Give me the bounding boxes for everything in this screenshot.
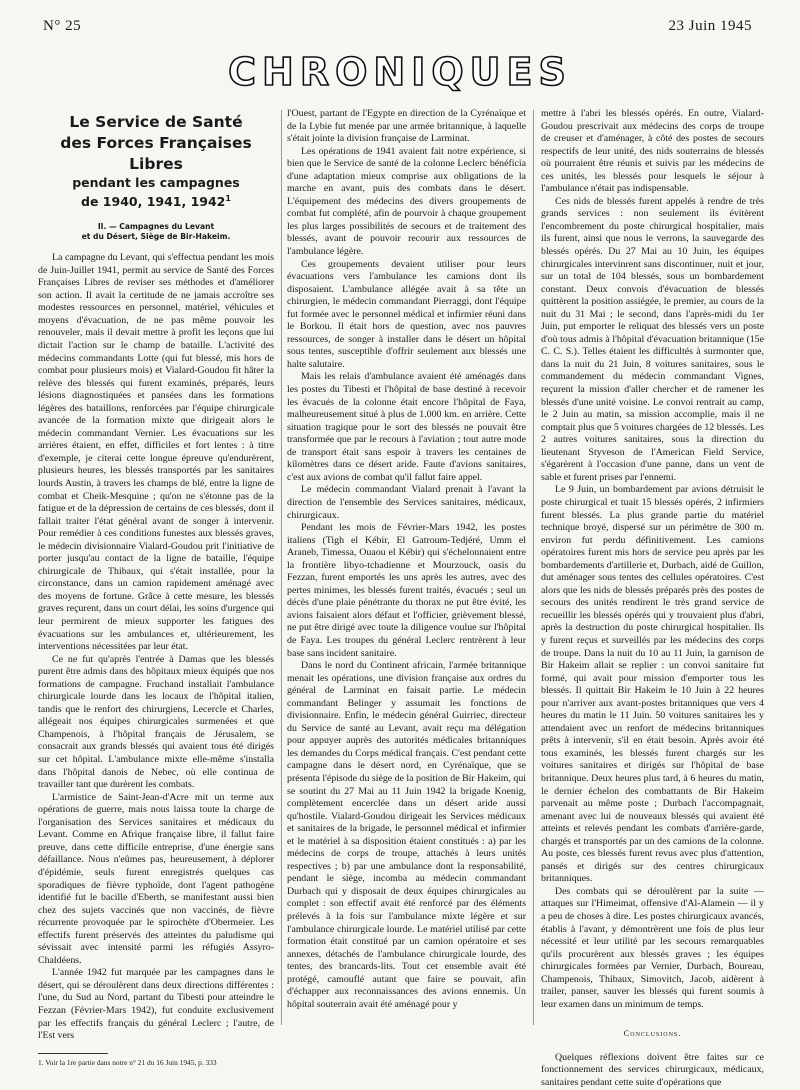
article-column-1 (38, 112, 274, 1067)
article-subtitle (38, 222, 274, 242)
footnote-marker: 1 (225, 194, 231, 203)
paragraph: Quelques réflexions doivent être faites sur ce fonctionnement des services chirurgicaux, médicaux, sanitaires pendant cette suite d'opérations que (541, 1051, 764, 1089)
article-title-line-1: Le Service de Santé (69, 113, 243, 131)
paragraph: Le 9 Juin, un bombardement par avions détruisit le poste chirurgical et tuait 15 blessés opérés, 2 infirmiers furent blessés. La plus grande partie du matériel technique broyé, dispersé sur un périmètre de 300 m. environ fut perdu définitivement. Les camions opératoires furent mis hors de service peu après par les bombardements d'artillerie et, Durbach, aidé de Guillon, dut aménager sous tentes des cellules opératoires. C'est alors que les nids de blessés préparés près des postes de secours des unités rendirent le très grand service de recueillir les blessés opérés qui y trouvaient plus d'abri, après la destruction du poste chirurgical hospitalier. Ils y furent reçus et surveillés par les médecins des corps de troupe. Dans la nuit du 10 au 11 Juin, la garnison de Bir Hakeim allait se replier : un convoi sanitaire fut formé, qui avait pour mission d'emporter tous les blessés. Il quittait Bir Hakeim le 10 Juin à 22 heures pour n'arriver aux avant-postes britanniques que vers 4 heures du matin le 11 Juin. 50 voitures sanitaires les y attendaient avec un renfort de médecins britanniques prêts à intervenir, s'il en était besoin. Après avoir été tous examinés, les blessés furent chargés sur les voitures sanitaires et dirigés sur l'hôpital de base britannique. Deux heures plus tard, à 6 heures du matin, le dernier échelon des combattants de Bir Hakeim parvenait au même poste ; Durbach l'accompagnait, amenant avec lui de nouveaux blessés qui avaient été atteints et relevés pendant les combats d'arrière-garde, chargés et transportés par un des camions de la colonne. Au poste, ces blessés furent revus avec plus d'attention, pansés et dirigés sur des centres chirurgicaux britanniques. (541, 484, 764, 885)
paragraph: Mais les relais d'ambulance avaient été aménagés dans les postes du Tibesti et l'hôpital de base destiné à recevoir les évacués de la colonne était encore l'hôpital de Faya, malheureusement situé à plus de 1.000 km. en arrière. Cette situation tragique pour le sort des blessés ne pouvait être transformée que par le recours à l'aviation ; tout autre mode de transport était sans espoir à travers les centaines de kilomètres dans ce désert aride. Faute d'avions sanitaires, c'est aux avions de combat qu'il fallut faire appel. (287, 371, 526, 483)
footnote: 1. Voir la 1re partie dans notre n° 21 du 16 Juin 1945, p. 333 (38, 1057, 217, 1067)
column-divider (533, 110, 534, 1025)
paragraph: Le médecin commandant Vialard prenait à l'avant la direction de l'ensemble des Services sanitaires, médicaux, chirurgicaux. (287, 484, 526, 521)
subtitle-line-1: II. — Campagnes du Levant (97, 222, 215, 232)
masthead-title: CHRONIQUES (228, 50, 572, 94)
paragraph: La campagne du Levant, qui s'effectua pendant les mois de Juin-Juillet 1941, permit au service de Santé des Forces Françaises Libres de reviser ses méthodes et d'améliorer son action. Il avait la certitude de ne jamais accroître ses modestes ressources en personnel, matériel, véhicules et moyens d'évacuation, de ne pas même pouvoir les renouveler, mais il devait mettre à profit les leçons que lui dictait l'action sur le champ de bataille. L'activité des médecins commandants Lotte (qui fut blessé, mis hors de combat pour plusieurs mois) et Vialard-Goudou fit hâter la relève des blessés qui furent examinés, préparés, leurs lésions diagnostiquées et pansées dans les formations légères des bataillons, renforcées par l'équipe chirurgicale avancée de la formation mixte que dirigeait alors le médecin commandant Vernier. Les évacuations sur les arrières étaient, en effet, difficiles et fort lentes : à titre d'exemple, je citerai cette longue épreuve qu'endurèrent, plusieurs heures, les blessés transportés par les sanitaires lourds Austin, à travers les champs de blé, entre la ligne de combat et Cheik-Mesquine ; qu'on ne s'étonne pas de la fatigue et de la dépression de certains de ces blessés, dont il fallait traiter l'état général avant de songer à intervenir. Pour remédier à ces conditions funestes aux blessés graves, le médecin divisionnaire Vialard-Goudou prit l'initiative de porter jusqu'au contact de la ligne de bataille, l'équipe chirurgicale de Thibaux, qui s'était installée, pour la circonstance, dans un camion rapidement aménagé avec des moyens de fortune. Grâce à cette mesure, les blessés graves reçurent, dans un court délai, les soins d'urgence qui leur permirent de mieux supporter les fatigues des évacuations sur les ambulances et, ultérieurement, les interventions nécessitées par leur état. (38, 252, 274, 653)
article-column-3 (541, 108, 764, 1089)
subtitle-line-2: et du Désert, Siège de Bir-Hakeim. (81, 232, 231, 242)
paragraph: Les opérations de 1941 avaient fait notre expérience, si bien que le Service de santé de la colonne Leclerc bénéficia d'une adaptation mieux comprise aux obligations de la marche en avant, puis des combats dans le désert. L'équipement des médecins des divers groupements de combat fut complété, afin de pourvoir à chaque groupement les plus larges possibilités de secours et de traitement des blessés, avant de pouvoir recourir aux ressources de l'ambulance légère. (287, 145, 526, 258)
paragraph: L'année 1942 fut marquée par les campagnes dans le désert, qui se déroulèrent dans deux directions différentes : l'une, du Sud au Nord, partant du Tibesti pour atteindre le Fezzan (Février-Mars 1942), fut conduite exclusivement par les effectifs français du général Leclerc ; l'autre, de l'Est vers (38, 967, 274, 1042)
issue-date: 23 Juin 1945 (668, 18, 752, 34)
section-heading-conclusions: Conclusions. (623, 1028, 682, 1039)
article-title-line-2: des Forces Françaises Libres (60, 134, 252, 173)
article-title-line-4: de 1940, 1941, 1942$^1$ (81, 194, 231, 210)
paragraph: Ces nids de blessés furent appelés à rendre de très grands services : non seulement ils évitèrent l'encombrement du poste chirurgical hospitalier, mais ils furent, ainsi que nous le verrons, la sauvegarde des blessés opérés. Du 27 Mai au 10 Juin, les équipes chirurgicales intervinrent sans discontinuer, nuit et jour, sur un total de 104 blessés, sous un bombardement constant. Deux convois d'évacuation de blessés quittèrent la position assiégée, le premier, au cours de la nuit du 31 Mai ; le second, dans l'après-midi du 1er Juin, put emporter le reliquat des blessés vers un poste d'où tous admis à l'hôpital d'évacuation britannique (15e C. C. S.). Telles étaient les difficultés à surmonter que, dans la nuit du 21 Juin, 8 voitures sanitaires, sous le commandement du médecin commandant Vignes, reçurent la mission d'aller chercher et de ramener les blessés d'une unité voisine. Le convoi rentrait au camp, le 2 Juin au matin, sa mission accomplie, mais il ne comptait plus que 5 voitures chargées de 12 blessés. Les 2 autres voitures sanitaires, sous la direction du lieutenant Styveson de l'American Field Service, s'égarèrent à l'occasion d'une panne, dans un vent de sable et furent prises par l'ennemi. (541, 195, 764, 483)
paragraph: L'armistice de Saint-Jean-d'Acre mit un terme aux opérations de guerre, mais nous laissa toute la charge de l'organisation des Services sanitaires et médicaux du Levant. Comme en Afrique française libre, il fallut faire preuve, dans cette difficile entreprise, d'une énergie sans défaillance. Nous n'eûmes pas, heureusement, à déplorer d'épidémie, seuls furent enregistrés quelques cas sporadiques de fièvre typhoïde, dont l'agent pathogène identifié fut le bacille d'Eberth, se manifestant aussi bien chez des sujets vaccinés que non vaccinés, de fièvre récurrente provoquée par le spirochète d'Obermeier. Les effectifs furent préservés des atteintes du paludisme qui sévissait avec intensité parmi les réfugiés Assyro-Chaldéens. (38, 791, 274, 966)
paragraph: Des combats qui se déroulèrent par la suite — attaques sur l'Himeimat, offensive d'Al-Alamein — il y a peu de choses à dire. Les postes chirurgicaux avancés, établis à l'avant, y démontrèrent une fois de plus leur nécessité et leur utilité par les secours remarquables qu'ils procurèrent aux blessés graves ; les équipes chirurgicales formées par Vernier, Durbach, Boureau, Champenois, Thibaux, Simovitch, Jacob, aidèrent à trailer, panser, sauver les blessés qui furent soumis à leur examen dans un minimum de temps. (541, 885, 764, 1010)
issue-number: N° 25 (43, 18, 82, 34)
article-column-2 (287, 108, 526, 1048)
paragraph: Pendant les mois de Février-Mars 1942, les postes italiens (Tigh el Kébir, El Gatroum-Tedjéré, Umm el Araneb, Timessa, Ouaou el Kébir) qui s'échelonnaient entre la frontière libyo-tchadienne et Mourzouck, oasis du Fezzan, furent emportés les uns après les autres, avec des pertes minimes, les blessés furent traités, évacués ; seul un décès d'une plaie pénétrante du thorax ne put être évité, les avions faisaient alors défaut et l'officier, grièvement blessé, ne put être dirigé avec toute la diligence voulue sur l'hôpital de Faya. Les troupes du général Leclerc rentrèrent à leur base sans incident sanitaire. (287, 522, 526, 659)
paragraph: l'Ouest, partant de l'Egypte en direction de la Cyrénaïque et de la Lybie fut menée par une armée britannique, à laquelle s'était jointe la division française de Larminat. (287, 108, 526, 145)
paragraph: Ces groupements devaient utiliser pour leurs évacuations vers l'ambulance les camions dont ils disposaient. L'ambulance allégée avait à sa tête un chirurgien, le médecin commandant Pierraggi, dont l'équipe fut formée avec le personnel médical et infirmier réuni dans le Borkou. Il était hors de question, avec nos pauvres ressources, de songer à installer dans le désert un hôpital sous tentes, susceptible d'offrir seulement aux blessés une halte salutaire. (287, 258, 526, 370)
footnote-rule (38, 1053, 108, 1054)
article-title-line-3: pendant les campagnes (72, 175, 240, 190)
paragraph: Ce ne fut qu'après l'entrée à Damas que les blessés purent être admis dans des hôpitaux mieux équipés que nos formations de campagne. Fruchand installait l'ambulance chirurgicale lourde dans les locaux de l'hôpital italien, tandis que le renfort des chirurgiens, Lecercle et Charles, allégeait nos équipes chirurgicales surmenées et que Champenois, à l'hôpital français de Jérusalem, se consacrait aux grands blessés qui avaient tous été dirigés sur cet hôpital. L'ambulance mixte elle-même s'installa dans l'hôpital danois de Nebec, où elle continua de travailler tant que durèrent les combats. (38, 653, 274, 791)
column-divider (281, 110, 282, 1025)
paragraph: Dans le nord du Continent africain, l'armée britannique menait les opérations, une division française aux ordres du général de Larminat en faisait partie. Le médecin commandant Belinger y assumait les fonctions de divisionnaire. Enfin, le médecin général Guirriec, directeur du Service de santé au Levant, avait reçu ma délégation pour appuyer auprès des autorités médicales britanniques les demandes du Corps médical français. C'est pendant cette campagne dans le désert nord, en Cyrénaïque, que se présenta l'épisode du siège de la position de Bir Hakeim, qui se soutint du 27 Mai au 11 Juin 1942 la brigade Koenig, complètement encerclée dans un désert aride aussi qu'hostile. Vialard-Goudou dirigeait les Services médicaux et sanitaires de la brigade, le personnel médical et infirmier et le matériel à sa disposition étaient constitués : a) par les médecins de corps de troupe, attachés à leurs unités respectives ; b) par une ambulance dont la responsabilité, pendant le siège, incomba au médecin commandant Durbach qui y disposait de deux équipes chirurgicales au complet : son effectif avait été renforcé par des éléments prélevés à la fois sur l'ambulance mixte légère et sur l'ambulance chirurgicale lourde. Le matériel utilisé par cette formation était constitué par un camion opératoire et ses annexes, détachés de l'ambulance chirurgicale lourde, des tentes, des brancards-lits. Tout cet ensemble avait été protégé, camouflé autant que faire se pouvait, afin d'échapper aux reconnaissances des avions ennemis. Un hôpital souterrain avait été aménagé pour y (287, 660, 526, 1010)
paragraph: mettre à l'abri les blessés opérés. En outre, Vialard-Goudou prescrivait aux médecins des corps de troupe de creuser et d'aménager, à côté des postes de secours respectifs de leur unité, des nids souterrains de blessés où pourraient être réunis et suivis par les médecins de ces unités, les blessés pour lesquels le séjour à l'ambulance n'était pas indispensable. (541, 108, 764, 195)
